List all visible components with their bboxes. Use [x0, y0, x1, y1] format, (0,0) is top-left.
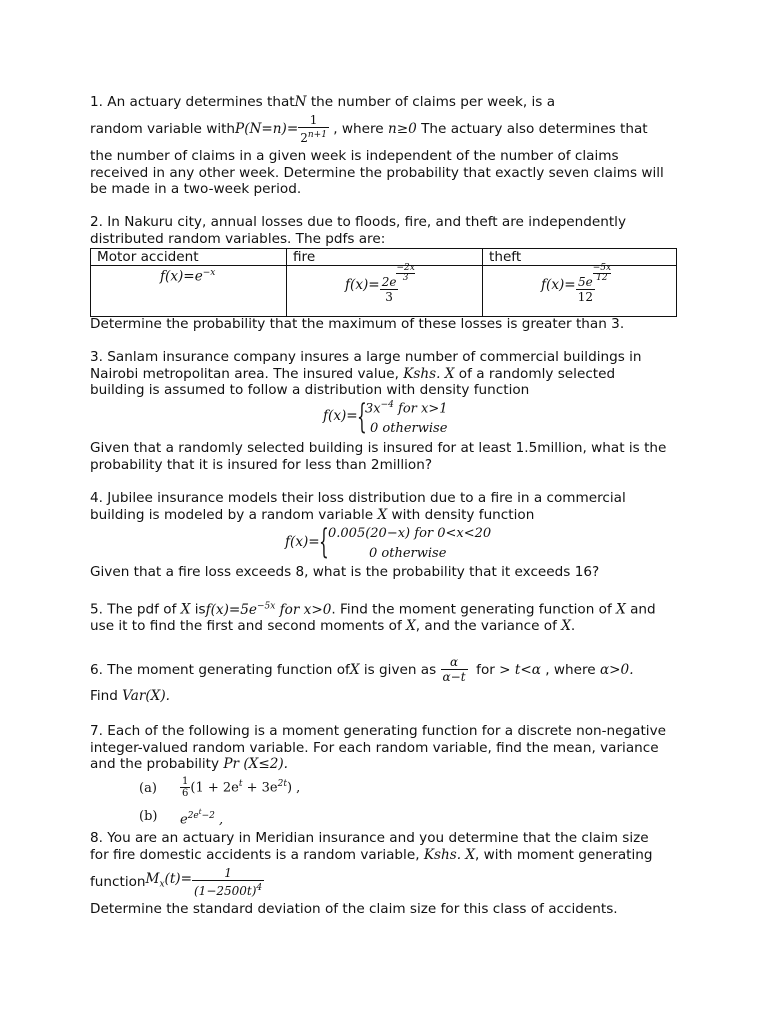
- pdf-table: [90, 248, 677, 317]
- q2-line1: 2. In Nakuru city, annual losses due to floods, fire, and theft are independently: [90, 214, 626, 230]
- q1-line2-post: The actuary also determines that: [416, 120, 648, 137]
- q4-f-lhs: f(x)=: [285, 534, 320, 550]
- q4-line2-post: with density function: [387, 506, 535, 523]
- q4-after: Given that a fire loss exceeds 8, what is the probability that it exceeds 16?: [90, 564, 600, 580]
- q8-mgf-fraction: $\frac{1}{(1-2500t)^4}$: [194, 865, 263, 898]
- q8-line4: Determine the standard deviation of the claim size for this class of accidents.: [90, 901, 618, 917]
- question-2: [90, 214, 680, 247]
- q7-line1: 7. Each of the following is a moment generating function for a discrete non-negative: [90, 723, 666, 739]
- q2-line2: distributed random variables. The pdfs are:: [90, 230, 386, 247]
- q1-line3: the number of claims in a given week is independent of the number of claims: [90, 148, 619, 164]
- q3-line4: Given that a randomly selected building is insured for at least 1.5million, what is the: [90, 440, 667, 456]
- q3-line3: building is assumed to follow a distribution with density function: [90, 382, 530, 398]
- q3-line1: 3. Sanlam insurance company insures a large number of commercial buildings in: [90, 349, 642, 365]
- q1-var-n: N: [294, 94, 307, 110]
- header-fire: fire: [287, 249, 483, 266]
- q1-line2-mid: , where: [328, 120, 388, 137]
- q8-mgf-lhs: $M_x(t)=$: [145, 870, 192, 890]
- q3-case1: $3x^{-4}$ for x>1: [365, 400, 448, 417]
- q3-line2-pre: Nairobi metropolitan area. The insured value,: [90, 365, 404, 382]
- q4-line1: 4. Jubilee insurance models their loss distribution due to a fire in a commercial: [90, 490, 626, 506]
- q1-line1-post: the number of claims per week, is a: [306, 94, 556, 110]
- header-theft: theft: [483, 249, 677, 266]
- q4-case2: 0 otherwise: [369, 546, 447, 561]
- q7-line2: integer-valued random variable. For each random variable, find the mean, variance: [90, 739, 659, 756]
- table-row: [91, 266, 677, 317]
- q1-pmf-fraction: $\frac{1}{2^{n+1}}$: [300, 112, 327, 145]
- q1-line1-pre: 1. An actuary determines that: [90, 94, 295, 110]
- q6-mgf-fraction: $\frac{\alpha}{\alpha-t}$: [442, 655, 466, 684]
- q4-case1: 0.005(20−x) for 0<x<20: [328, 526, 492, 541]
- question-4: [90, 490, 680, 523]
- question-7: 7. Each of the following is a moment generating function for a discrete non-negative integer-valued random variable. For each random variable, find the mean, variance and the probability Pr (X≤2).: [90, 723, 680, 773]
- q2-after: Determine the probability that the maximum of these losses is greater than 3.: [90, 316, 625, 332]
- question-5: 5. The pdf of X $isf(x)=5e^{-5x}$ for x>0. Find the moment generating function of X and use it to find the first and second moments of X, and the variance of X.: [90, 601, 656, 634]
- q1-line4: received in any other week. Determine the probability that exactly seven claims will: [90, 164, 664, 181]
- header-motor-accident: Motor accident: [91, 249, 287, 266]
- q3-case2: 0 otherwise: [370, 421, 448, 436]
- q1-condition: n≥0: [388, 120, 417, 137]
- q7-b-mgf: $e^{2e^t-2}$ ,: [180, 808, 224, 828]
- q7-b-label: (b): [139, 809, 158, 824]
- q7-a-mgf: $\frac{1}{6}$ $(1 + 2e^t + 3e^{2t})$ ,: [182, 776, 301, 799]
- q1-line5: be made in a two-week period.: [90, 181, 302, 197]
- q7-a-label: (a): [139, 781, 157, 796]
- cell-theft-pdf: f(x)= 5e $\frac{-5x}{12}$ 12: [483, 266, 677, 317]
- question-6: 6. The moment generating function of X is given as $\frac{\alpha}{\alpha-t}$ for > t<α , where α>0. Find Var(X).: [90, 655, 634, 704]
- q8-line1: 8. You are an actuary in Meridian insurance and you determine that the claim size: [90, 830, 649, 846]
- q1-line2-pre: random variable with: [90, 120, 236, 137]
- cell-fire-pdf: f(x)= 2e $\frac{-2x}{3}$ 3: [287, 266, 483, 317]
- q3-brace: {: [357, 397, 367, 437]
- q7-prob: Pr (X≤2).: [223, 756, 289, 772]
- q5-pdf-formula: $f(x)=5e^{-5x}$ for x>0: [205, 601, 332, 618]
- q3-line5: probability that it is insured for less than 2million?: [90, 456, 433, 473]
- question-1: [90, 94, 680, 198]
- cell-motor-pdf: $f(x)=e^{-x}$: [91, 266, 287, 317]
- q4-brace: {: [319, 522, 329, 562]
- table-header-row: [91, 249, 677, 266]
- question-3: [90, 349, 680, 399]
- q6-var: Var(X).: [122, 688, 170, 704]
- q3-line2-post: of a randomly selected: [454, 365, 616, 382]
- q3-after: [90, 440, 680, 473]
- q3-f-lhs: f(x)=: [323, 408, 358, 424]
- q4-var-x: X: [377, 506, 388, 523]
- question-8: 8. You are an actuary in Meridian insurance and you determine that the claim size for fire domestic accidents is a random variable, Kshs. X, with moment generating function $M_x(t)=$ $\frac{1}{(1-2500t)^4}$ Determine the standard deviation of the claim size for this class of accidents.: [90, 830, 680, 918]
- q4-line2-pre: building is modeled by a random variable: [90, 506, 378, 523]
- q3-math: Kshs. X: [403, 365, 455, 382]
- q1-pmf-formula: P(N=n)=: [235, 120, 299, 137]
